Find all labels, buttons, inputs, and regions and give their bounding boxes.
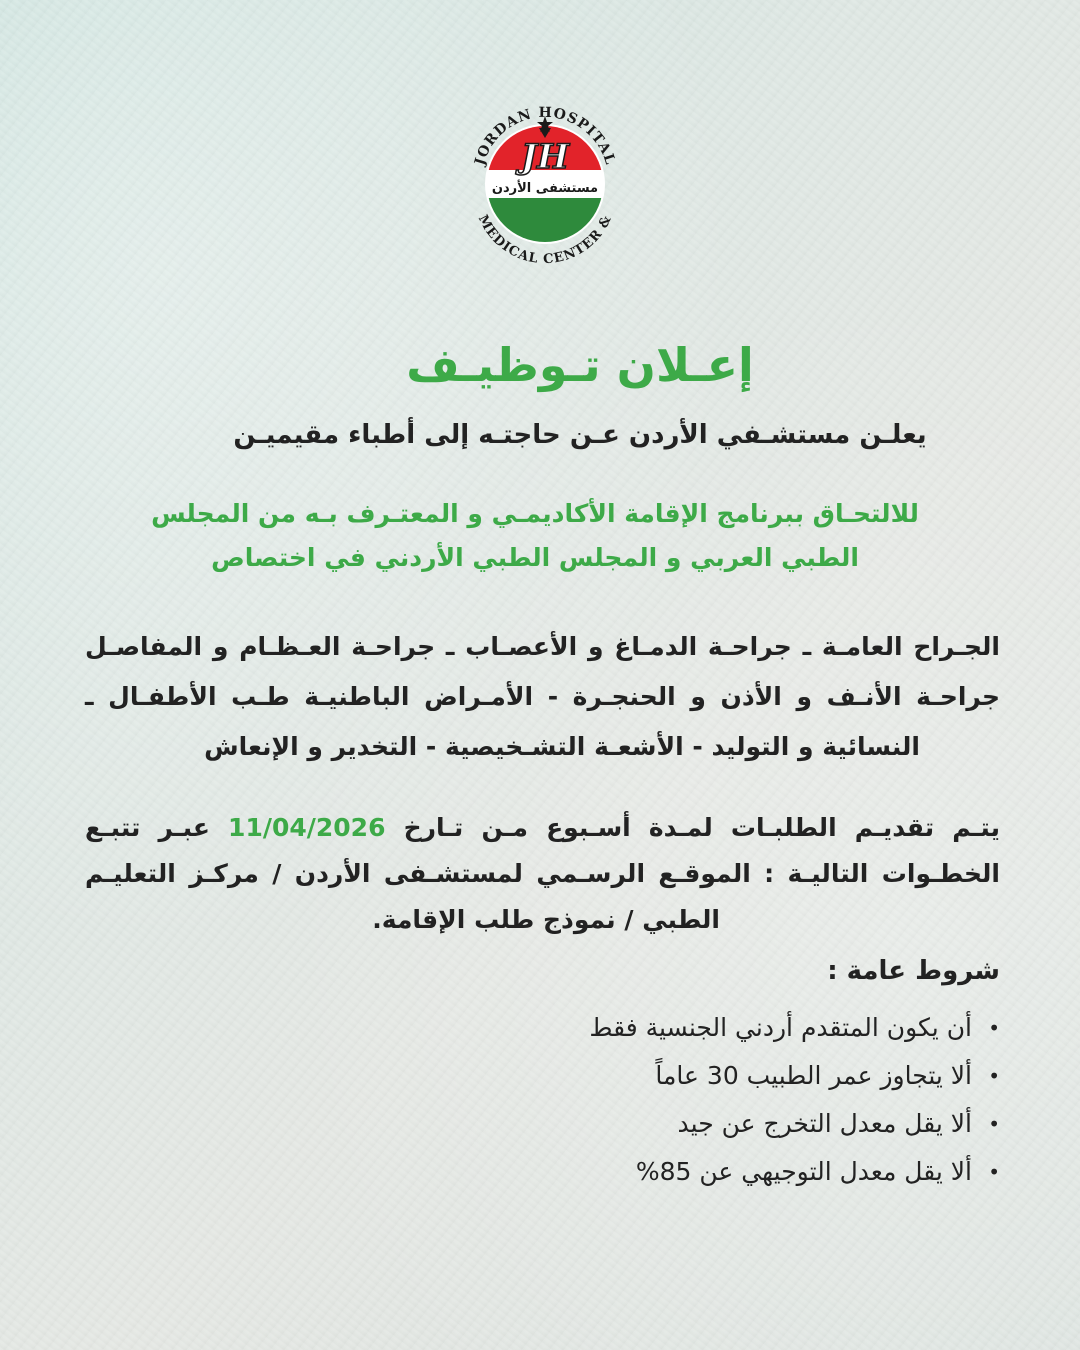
specialties-list [85,622,1000,772]
jordan-hospital-logo [460,92,630,272]
condition-item [589,1004,1000,1052]
bullet-icon: • [988,1016,1000,1040]
program-line: للالتحـاق ببرنامج الإقامة الأكاديمـي و المعتـرف بـه من المجلس [151,499,919,528]
application-date: 11/04/2026 [228,813,386,842]
logo-top-text: JORDAN HOSPITAL [471,104,619,168]
condition-item [589,1052,1000,1100]
application-line-2: الخطـوات التاليـة : الموقـع الرسـمي لمستشـفى الأردن / مركـز التعليـم [85,859,1000,888]
bullet-icon: • [988,1064,1000,1088]
condition-text: أن يكون المتقدم أردني الجنسية فقط [589,1013,972,1042]
program-line: الطبي العربي و المجلس الطبي الأردني في اختصاص [211,543,859,572]
application-text: عبـر تتبـع [85,813,210,842]
application-line-3: الطبي / نموذج طلب الإقامة. [372,905,720,934]
bullet-icon: • [988,1112,1000,1136]
application-line-1 [85,805,1000,851]
logo-monogram: JH [520,137,570,177]
conditions-list [589,1004,1000,1196]
conditions-heading: شروط عامة : [827,956,1000,986]
condition-text: ألا يقل معدل التخرج عن جيد [677,1109,972,1138]
application-text: يتـم تقديـم الطلبـات لمـدة أسـبوع مـن تـارخ [403,813,1000,842]
specialties-line: النسائية و التوليد - الأشعـة التشـخيصية - التخدير و الإنعاش [204,732,920,761]
program-description [120,492,950,580]
logo-arabic-name: مستشفى الأردن [491,181,599,196]
condition-text: ألا يقل معدل التوجيهي عن 85% [635,1157,972,1186]
condition-item [589,1100,1000,1148]
application-instructions [85,805,1000,943]
specialties-line: الجـراح العامـة ـ جراحـة الدمـاغ و الأعصـاب ـ جراحـة العـظـام و المفاصـل [85,632,1000,661]
announcement-subtitle: يعلـن مستشـفي الأردن عـن حاجتـه إلى أطباء مقيميـن [233,420,927,450]
logo-bottom-text: & MEDICAL CENTER [474,212,616,268]
bullet-icon: • [988,1160,1000,1184]
specialties-line: جراحـة الأنـف و الأذن و الحنجـرة - الأمـراض الباطنيـة طـب الأطفـال ـ [85,682,1000,711]
condition-text: ألا يتجاوز عمر الطبيب 30 عاماً [655,1061,972,1090]
condition-item [589,1148,1000,1196]
announcement-title: إعـلان تـوظيـف [406,338,754,392]
